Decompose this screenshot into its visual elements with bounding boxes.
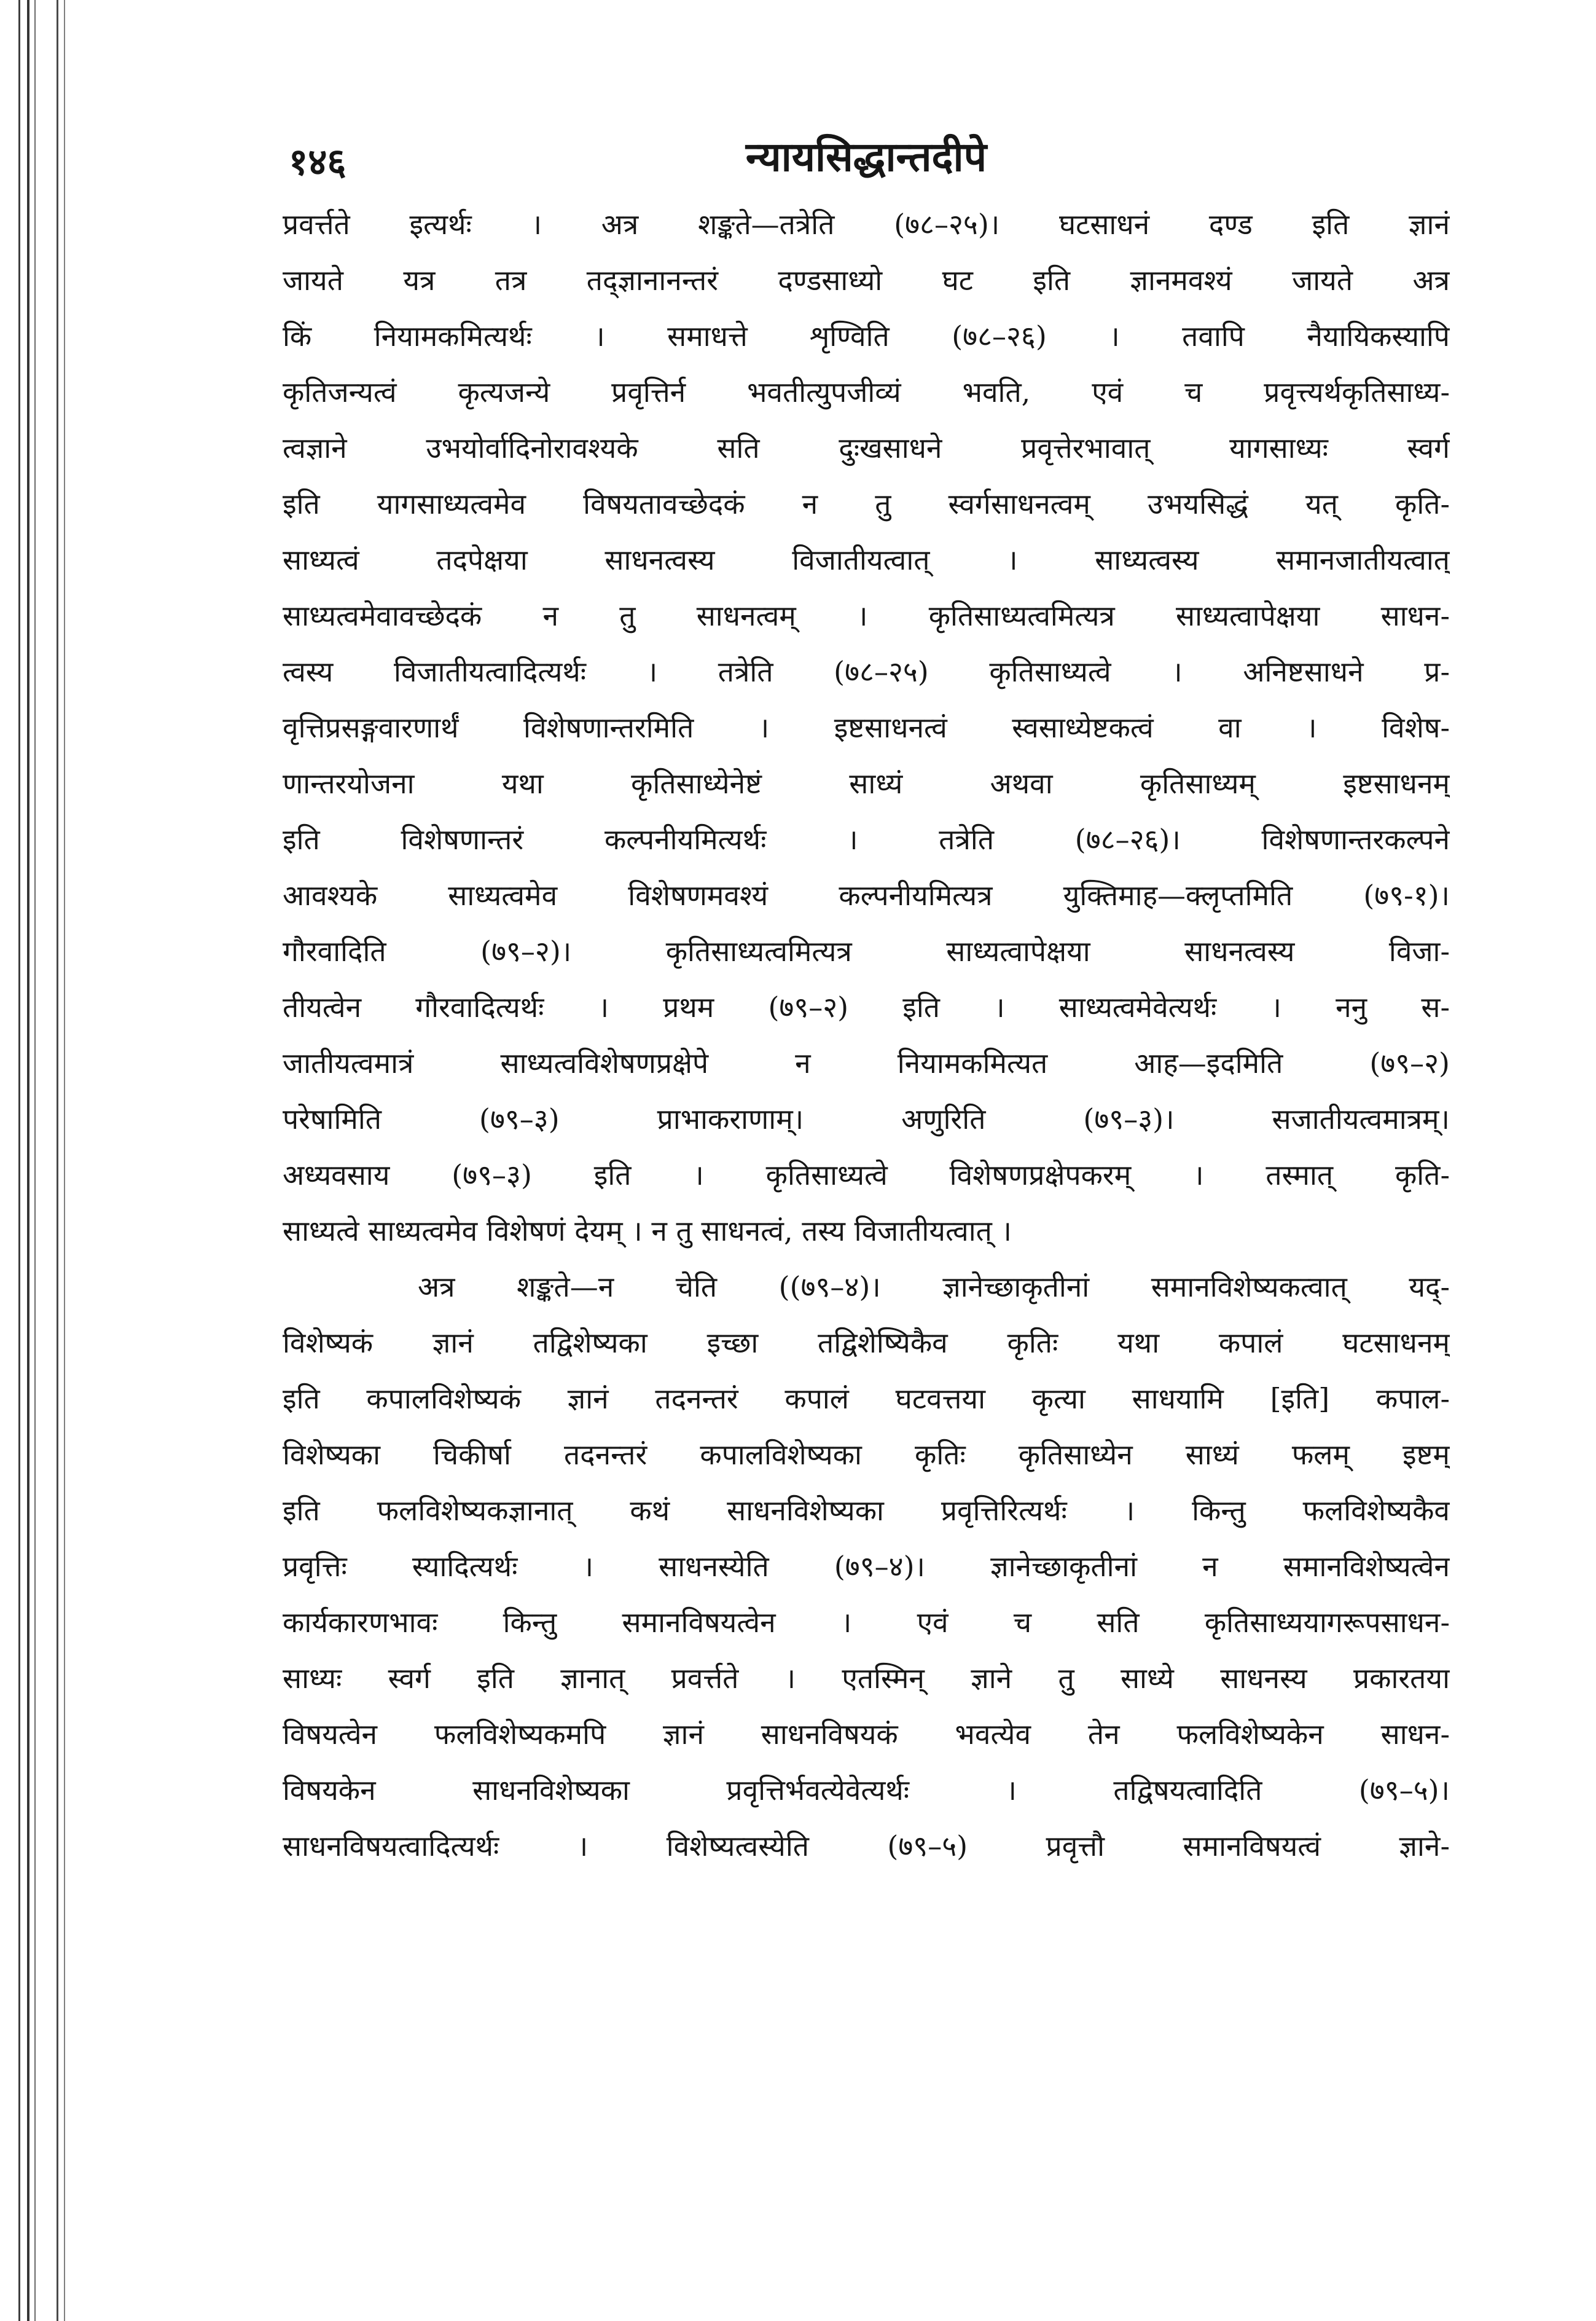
- page-number: १४६: [289, 141, 346, 184]
- text-line: साधनविषयत्वादित्यर्थः । विशेष्यत्वस्येति (७९–५) प्रवृत्तौ समानविषयत्वं ज्ञाने-: [283, 1829, 1450, 1863]
- running-title: न्यायसिद्धान्तदीपे: [745, 133, 987, 181]
- text-line: परेषामिति (७९–३) प्राभाकराणाम्। अणुरिति (७९–३)। सजातीयत्वमात्रम्।: [283, 1102, 1450, 1136]
- text-line: इति कपालविशेष्यकं ज्ञानं तदनन्तरं कपालं घटवत्तया कृत्या साधयामि [इति] कपाल-: [283, 1382, 1450, 1415]
- text-line: णान्तरयोजना यथा कृतिसाध्येनेष्टं साध्यं अथवा कृतिसाध्यम् इष्टसाधनम्: [283, 767, 1450, 800]
- body-text: [283, 197, 1450, 1874]
- text-line: आवश्यके साध्यत्वमेव विशेषणमवश्यं कल्पनीयमित्यत्र युक्तिमाह—क्लृप्तमिति (७९-१)।: [283, 879, 1450, 912]
- text-line: प्रवर्त्तते इत्यर्थः । अत्र शङ्कते—तत्रेति (७८–२५)। घटसाधनं दण्ड इति ज्ञानं: [283, 208, 1450, 241]
- text-line: इति विशेषणान्तरं कल्पनीयमित्यर्थः । तत्रेति (७८–२६)। विशेषणान्तरकल्पने: [283, 823, 1450, 856]
- text-line: जातीयत्वमात्रं साध्यत्वविशेषणप्रक्षेपे न नियामकमित्यत आह—इदमिति (७९–२): [283, 1047, 1450, 1080]
- text-line: प्रवृत्तिः स्यादित्यर्थः । साधनस्येति (७९–४)। ज्ञानेच्छाकृतीनां न समानविशेष्यत्वेन: [283, 1550, 1450, 1583]
- text-line: साध्यः स्वर्ग इति ज्ञानात् प्रवर्त्तते । एतस्मिन् ज्ञाने तु साध्ये साधनस्य प्रकारतया: [283, 1662, 1450, 1695]
- text-line: अध्यवसाय (७९–३) इति । कृतिसाध्यत्वे विशेषणप्रक्षेपकरम् । तस्मात् कृति-: [283, 1158, 1450, 1192]
- book-page: [283, 117, 1450, 2268]
- binding-line: [18, 0, 20, 2321]
- binding-line: [57, 0, 58, 2321]
- binding-line: [27, 0, 29, 2321]
- text-line: इति यागसाध्यत्वमेव विषयतावच्छेदकं न तु स्वर्गसाधनत्वम् उभयसिद्धं यत् कृति-: [283, 487, 1450, 520]
- text-line: अत्र शङ्कते—न चेति ((७९–४)। ज्ञानेच्छाकृतीनां समानविशेष्यकत्वात् यद्-: [418, 1270, 1450, 1303]
- binding-line: [64, 0, 65, 2321]
- text-line: साध्यत्वमेवावच्छेदकं न तु साधनत्वम् । कृतिसाध्यत्वमित्यत्र साध्यत्वापेक्षया साधन-: [283, 599, 1450, 632]
- text-line: कार्यकारणभावः किन्तु समानविषयत्वेन । एवं च सति कृतिसाध्ययागरूपसाधन-: [283, 1606, 1450, 1639]
- text-line: त्वज्ञाने उभयोर्वादिनोरावश्यके सति दुःखसाधने प्रवृत्तेरभावात् यागसाध्यः स्वर्ग: [283, 431, 1450, 465]
- text-line: विषयत्वेन फलविशेष्यकमपि ज्ञानं साधनविषयकं भवत्येव तेन फलविशेष्यकेन साधन-: [283, 1718, 1450, 1751]
- text-line: गौरवादिति (७९–२)। कृतिसाध्यत्वमित्यत्र साध्यत्वापेक्षया साधनत्वस्य विजा-: [283, 935, 1450, 968]
- text-line: इति फलविशेष्यकज्ञानात् कथं साधनविशेष्यका प्रवृत्तिरित्यर्थः । किन्तु फलविशेष्यकैव: [283, 1494, 1450, 1527]
- text-line: वृत्तिप्रसङ्गवारणार्थं विशेषणान्तरमिति । इष्टसाधनत्वं स्वसाध्येष्टकत्वं वा । विशेष-: [283, 711, 1450, 744]
- binding-line: [34, 0, 36, 2321]
- text-line: साध्यत्वे साध्यत्वमेव विशेषणं देयम् । न तु साधनत्वं, तस्य विजातीयत्वात् ।: [283, 1214, 1012, 1247]
- text-line: त्वस्य विजातीयत्वादित्यर्थः । तत्रेति (७८–२५) कृतिसाध्यत्वे । अनिष्टसाधने प्र-: [283, 655, 1450, 688]
- text-line: विशेष्यकं ज्ञानं तद्विशेष्यका इच्छा तद्विशेष्यिकैव कृतिः यथा कपालं घटसाधनम्: [283, 1326, 1450, 1359]
- running-head: [283, 117, 1450, 184]
- scan-binding-edge: [0, 0, 80, 2321]
- text-line: तीयत्वेन गौरवादित्यर्थः । प्रथम (७९–२) इति । साध्यत्वमेवेत्यर्थः । ननु स-: [283, 991, 1450, 1024]
- text-line: कृतिजन्यत्वं कृत्यजन्ये प्रवृत्तिर्न भवतीत्युपजीव्यं भवति, एवं च प्रवृत्त्यर्थकृतिसाध्य-: [283, 375, 1450, 409]
- text-line: जायते यत्र तत्र तद्ज्ञानानन्तरं दण्डसाध्यो घट इति ज्ञानमवश्यं जायते अत्र: [283, 264, 1450, 297]
- text-line: विशेष्यका चिकीर्षा तदनन्तरं कपालविशेष्यका कृतिः कृतिसाध्येन साध्यं फलम् इष्टम्: [283, 1438, 1450, 1471]
- text-line: विषयकेन साधनविशेष्यका प्रवृत्तिर्भवत्येवेत्यर्थः । तद्विषयत्वादिति (७९–५)।: [283, 1773, 1450, 1807]
- text-line: साध्यत्वं तदपेक्षया साधनत्वस्य विजातीयत्वात् । साध्यत्वस्य समानजातीयत्वात्: [283, 543, 1450, 576]
- text-line: किं नियामकमित्यर्थः । समाधत्ते शृण्विति (७८–२६) । तवापि नैयायिकस्यापि: [283, 320, 1450, 353]
